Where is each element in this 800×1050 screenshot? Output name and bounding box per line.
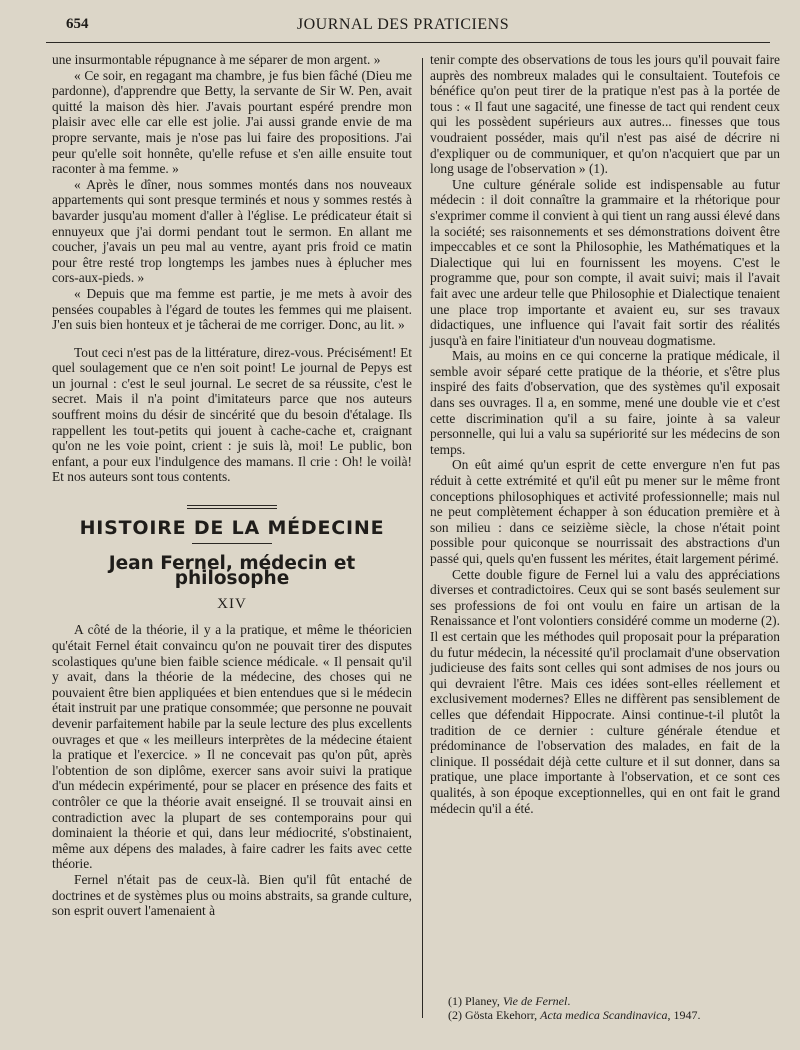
paragraph: une insurmontable répugnance à me séparer de mon argent. » [52,52,381,67]
paragraph: Mais, au moins en ce qui concerne la pratique médicale, il semble avoir séparé cette pratique de la théorie, et s'être plus inspiré des faits d'observation, que des systèmes qu'il exposait dans ses ouvrages. Il a, en somme, mené une double vie et c'est cette discrimination qu'il a su faire, jointe à sa valeur personnelle, qui lui a valu sa supériorité sur les médecins de son temps. [430,348,780,457]
header-rule [46,42,770,43]
paragraph: Cette double figure de Fernel lui a valu des appréciations diverses et contradictoires. Ceux qui se sont basés seulement sur ses professions de foi ont voulu en faire un artisan de la Renaissance et l'ont volontiers considéré comme un moderne (2). Il est certain que les méthodes quil proposait pour la préparation du futur médecin, la nécessité qu'il proclamait d'une observation judicieuse des faits sont celles qui sont admises de nos jours ou qui devraient l'être. Mais ces idées sont-elles réellement et exclusivement modernes? Elles ne diffèrent pas sensiblement de celles que défendait Hippocrate. Ainsi continue-t-il plutôt la tradition de ce dernier : culture générale étendue et prédominance de l'observation des malades, en fait de la clinique. Il possédait déjà cette culture et il sut donner, dans sa pratique, une place importante à l'observation, et ce sont ces qualités, à son époque exceptionnelles, qui en ont fait le grand médecin qu'il a été. [430,566,780,816]
footnote: (2) Gösta Ekehorr, Acta medica Scandinavica, 1947. [448,1008,701,1022]
footnote: (1) Planey, Vie de Fernel. [448,994,571,1008]
section-heading: HISTOIRE DE LA MÉDECINE [79,517,385,540]
paragraph: « Ce soir, en regagant ma chambre, je fus bien fâché (Dieu me pardonne), d'apprendre que Betty, la servante de Sir W. Pen, avait quitté la maison dès hier. J'avais pourtant espéré prendre mon plaisir avec elle car elle est jolie. J'ai aussi grande envie de ma propre servante, mais je n'ose pas lui faire des propositions. J'ai peur qu'elle soit honnête, qu'elle refuse et s'en aille ensuite tout raconter à ma femme. » [52,67,412,177]
footnotes [448,994,778,1022]
paragraph: « Depuis que ma femme est partie, je me mets à avoir des pensées coupables à l'égard de toutes les femmes qui me plaisent. J'en suis bien honteux et je tâcherai de me corriger. Donc, au lit. » [52,285,412,333]
paragraph: tenir compte des observations de tous les jours qu'il pouvait faire auprès des nombreux malades qui le consultaient. Toutefois ce bénéfice qu'on peut tirer de la pratique n'est pas à la portée de tous : « Il faut une sagacité, une finesse de tact qui rendent ceux qui les possèdent supérieurs aux autres... finesses que tous voudraient posséder, mais qu'il n'est pas aisé de décrire ni d'expliquer ou de communiquer, et qu'on n'acquiert que par un long usage de l'observation » (1). [430,52,780,177]
paragraph: « Après le dîner, nous sommes montés dans nos nouveaux appartements qui sont presque terminés et nous y sommes restés à bavarder jusqu'au moment d'aller à l'église. Le prédicateur était si ennuyeux que j'ai dormi pendant tout le sermon. En allant me coucher, j'avais un peu mal au ventre, ayant pris froid ce matin pour être resté trop longtemps les jambes nues à éplucher mes cors-aux-pieds. » [52,176,412,286]
section-separator [52,505,412,509]
column-divider [422,58,423,1018]
paragraph: Tout ceci n'est pas de la littérature, direz-vous. Précisément! Et quel soulagement que ce n'en soit point! Le journal de Pepys est un journal : c'est le seul journal. Le secret de sa réussite, c'est le secret. Mais il n'a point d'imitateurs parce que nos auteurs souffrent moins du désir de sincérité que du besoin d'étalage. Ils rappellent les tout-petits qui jouent à cache-cache et, craignant qu'on ne les voie point, crient : je suis là, moi! Le public, bon enfant, a pour eux l'indulgence des mamans. Il crie : Oh! le voilà! Et nos auteurs sont tous contents. [52,344,412,485]
heading-rule [192,543,272,544]
paragraph-gap [52,333,412,345]
left-column [52,52,412,919]
right-column [430,52,780,816]
paragraph: Fernel n'était pas de ceux-là. Bien qu'il fût entaché de doctrines et de systèmes plus ou moins abstraits, sa grande culture, son esprit ouvert l'amenaient à [52,871,412,919]
paragraph: A côté de la théorie, il y a la pratique, et même le théoricien qu'était Fernel était convaincu qu'on ne pouvait tirer des disputes scolastiques qu'une bien faible science médicale. « Il pensait qu'il y avait, dans la théorie de la médecine, des choses qui ne pouvaient être bien appliquées et bien entendues que si le médecin était instruit par une pratique consommée; que personne ne pouvait devenir parfaitement habile par la seule lecture des plus excellents ouvrages et que « les meilleurs interprètes de la médecine étaient la pratique et l'exercice. » Il ne concevait pas qu'on pût, après l'obtention de son diplôme, exercer sans avoir suivi la pratique d'un médecin expérimenté, pour se placer en présence des faits et contrôler ce que la théorie avait enseigné. Il se trouvait ainsi en contradiction avec la plupart de ses contemporains pour qui dominaient la théorie et qui, dans leur médiocrité, s'obstinaient, même aux dépens des malades, à faire cadrer les faits avec cette théorie. [52,622,412,872]
journal-title: JOURNAL DES PRATICIENS [296,16,510,33]
article-title: Jean Fernel, médecin et philosophe [108,552,356,590]
page-header [46,14,760,38]
paragraph: On eût aimé qu'un esprit de cette envergure n'en fut pas réduit à cette extrémité et qu'il eût pu mener sur le même front conceptions philosophiques et activité professionnelle; mais nul ne peut complètement échapper à son éducation première et à son milieu : dans ce seizième siècle, la chose n'était point possible pour quiconque se nourrissait des abstractions d'un passé qui, quels qu'en fussent les mérites, était largement périmé. [430,457,780,566]
page-number: 654 [66,16,89,32]
paragraph: Une culture générale solide est indispensable au futur médecin : il doit connaître la grammaire et la rhétorique pour s'exprimer comme il convient à qui tient un rang aussi élevé dans la société; ses raisonnements et ses démonstrations doivent être impeccables et ce sont la Philosophie, les Mathématiques et la Dialectique qui lui en fournissent les moyens. C'est le programme que, pour son compte, il avait suivi; mais il l'avait fait avec une ardeur telle que Philosophie et Dialectique tenaient une place trop importante et avaient eu, sur ses travaux didactiques, une influence qui l'avait fait sortir des réalités jusqu'à en faire l'initiateur d'un nouveau dogmatisme. [430,176,780,348]
chapter-number: XIV [217,595,247,612]
